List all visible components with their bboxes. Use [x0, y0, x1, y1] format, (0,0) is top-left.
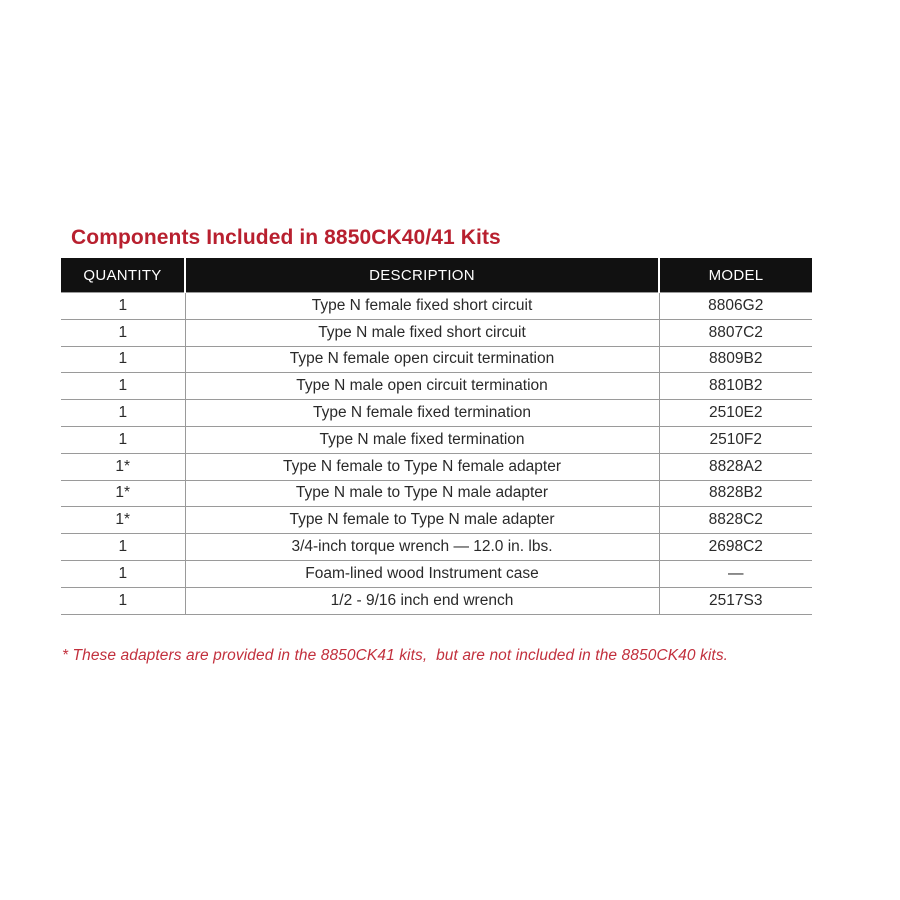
- table-row: [61, 319, 812, 346]
- header-row: [61, 258, 812, 293]
- description-cell: Type N female to Type N female adapter: [185, 453, 659, 480]
- quantity-cell: 1: [61, 346, 185, 373]
- table-row: [61, 534, 812, 561]
- table-row: [61, 426, 812, 453]
- table-row: [61, 293, 812, 320]
- quantity-cell: 1: [61, 293, 185, 320]
- model-cell: 8806G2: [659, 293, 812, 320]
- quantity-cell: 1: [61, 587, 185, 614]
- description-cell: 3/4-inch torque wrench — 12.0 in. lbs.: [185, 534, 659, 561]
- table-row: [61, 587, 812, 614]
- model-cell: 8809B2: [659, 346, 812, 373]
- description-cell: 1/2 - 9/16 inch end wrench: [185, 587, 659, 614]
- model-cell: 2510F2: [659, 426, 812, 453]
- description-cell: Foam-lined wood Instrument case: [185, 560, 659, 587]
- table-row: [61, 346, 812, 373]
- quantity-cell: 1: [61, 426, 185, 453]
- quantity-cell: 1*: [61, 480, 185, 507]
- model-cell: 8828C2: [659, 507, 812, 534]
- model-cell: 8828A2: [659, 453, 812, 480]
- model-cell: 8828B2: [659, 480, 812, 507]
- quantity-cell: 1: [61, 560, 185, 587]
- description-cell: Type N male to Type N male adapter: [185, 480, 659, 507]
- table-title: Components Included in 8850CK40/41 Kits: [71, 226, 501, 249]
- quantity-cell: 1: [61, 400, 185, 427]
- quantity-cell: 1: [61, 534, 185, 561]
- model-cell: 2510E2: [659, 400, 812, 427]
- header-quantity: QUANTITY: [61, 258, 185, 293]
- description-cell: Type N male open circuit termination: [185, 373, 659, 400]
- quantity-cell: 1*: [61, 507, 185, 534]
- description-cell: Type N female to Type N male adapter: [185, 507, 659, 534]
- model-cell: 2698C2: [659, 534, 812, 561]
- description-cell: Type N male fixed short circuit: [185, 319, 659, 346]
- table-row: [61, 400, 812, 427]
- quantity-cell: 1*: [61, 453, 185, 480]
- model-cell: 8810B2: [659, 373, 812, 400]
- model-cell: 2517S3: [659, 587, 812, 614]
- table-row: [61, 560, 812, 587]
- quantity-cell: 1: [61, 373, 185, 400]
- header-description: DESCRIPTION: [185, 258, 659, 293]
- table-row: [61, 373, 812, 400]
- footnote: * These adapters are provided in the 8850CK41 kits, but are not included in the 8850CK40 kits.: [62, 647, 729, 664]
- table-row: [61, 480, 812, 507]
- table-body: [61, 293, 812, 615]
- table-row: [61, 453, 812, 480]
- model-cell: —: [659, 560, 812, 587]
- table-header: [61, 258, 812, 293]
- description-cell: Type N female open circuit termination: [185, 346, 659, 373]
- model-cell: 8807C2: [659, 319, 812, 346]
- components-table: [61, 258, 812, 615]
- header-model: MODEL: [659, 258, 812, 293]
- description-cell: Type N female fixed short circuit: [185, 293, 659, 320]
- quantity-cell: 1: [61, 319, 185, 346]
- description-cell: Type N male fixed termination: [185, 426, 659, 453]
- table-row: [61, 507, 812, 534]
- description-cell: Type N female fixed termination: [185, 400, 659, 427]
